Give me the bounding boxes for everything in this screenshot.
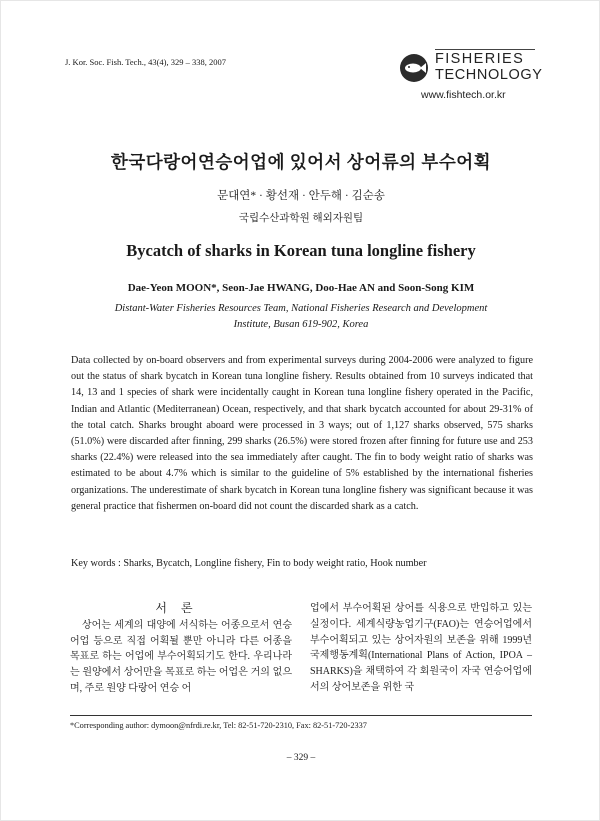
english-title: Bycatch of sharks in Korean tuna longline fishery (126, 241, 476, 260)
logo-fisheries: FISHERIES (435, 51, 525, 67)
intro-right-column (310, 601, 532, 696)
korean-affiliation: 국립수산과학원 해외자원팀 (238, 213, 364, 224)
intro-left-column (70, 601, 292, 697)
english-authors: Dae-Yeon MOON*, Seon-Jae HWANG, Doo-Hae AN and Soon-Song KIM (127, 282, 475, 294)
english-affiliation-line1: Distant-Water Fisheries Resources Team, National Fisheries Research and Development (114, 303, 488, 314)
footnote-divider (70, 715, 532, 716)
abstract: Data collected by on-board observers and from experimental surveys during 2004-2006 were analyzed to figure out the status of shark bycatch in Korean tuna longline fishery. Results obtained from 10 surveys indicated that 14, 13 and 1 species of shark were incidentally caught in Korean tuna longline fishery operated in the Pacific, Indian and Atlantic (Mediterranean) Ocean, respectively, and that shark bycatch accounted for about 29-31% of the total catch. Sharks brought aboard were processed in 3 ways; out of 1,127 sharks observed, 575 sharks (51.0%) were discarded after finning, 299 sharks (26.5%) were stored frozen after finning for future use and 253 sharks (22.4%) were released into the sea immediately after caught. The fin to body weight ratio of sharks was estimated to be about 4.7% which is similar to the guideline of 5% established by the international fisheries organizations. The underestimate of shark bycatch in Korean tuna longline fishery was significant because it was general practice that fishermen on-board did not count the discarded shark as a catch. (71, 355, 533, 512)
fish-emblem-icon (399, 53, 429, 83)
journal-citation: J. Kor. Soc. Fish. Tech., 43(4), 329 – 338, 2007 (65, 57, 226, 67)
english-affiliation-line2: Institute, Busan 619-902, Korea (233, 319, 369, 330)
keywords: Key words : Sharks, Bycatch, Longline fishery, Fin to body weight ratio, Hook number (71, 558, 427, 569)
intro-paragraph-left: 상어는 세계의 대양에 서식하는 어종으로서 연승어업 등으로 직접 어획될 뿐만 아니라 다른 어종을 목표로 하는 어업에 부수어획되기도 한다. 우리나라는 원양에서 상어만을 목표로 하는 어업은 거의 없으며, 주로 원양 다랑어 연승 어 (70, 619, 292, 694)
logo-technology: TECHNOLOGY (435, 67, 543, 83)
logo-rule (435, 49, 535, 50)
section-heading-intro: 서론 (155, 601, 207, 615)
intro-paragraph-right: 업에서 부수어획된 상어를 식용으로 반입하고 있는 실정이다. 세계식량농업기구(FAO)는 연승어업에서 부수어획되고 있는 상어자원의 보존을 위해 1999년 국제행동계획(International Plans of Action, IPOA – SHARKS)을 채택하여 각 회원국이 자국 연승어업에서의 상어보존을 위한 국 (310, 603, 532, 693)
journal-logo (399, 47, 543, 103)
journal-url: www.fishtech.or.kr (421, 89, 506, 101)
korean-authors: 문대연* · 황선재 · 안두해 · 김순송 (217, 190, 385, 202)
page-number: – 329 – (286, 753, 316, 763)
korean-title: 한국다랑어연승어업에 있어서 상어류의 부수어획 (110, 152, 492, 172)
corresponding-author-footnote: *Corresponding author: dymoon@nfrdi.re.kr, Tel: 82-51-720-2310, Fax: 82-51-720-2337 (70, 721, 367, 730)
